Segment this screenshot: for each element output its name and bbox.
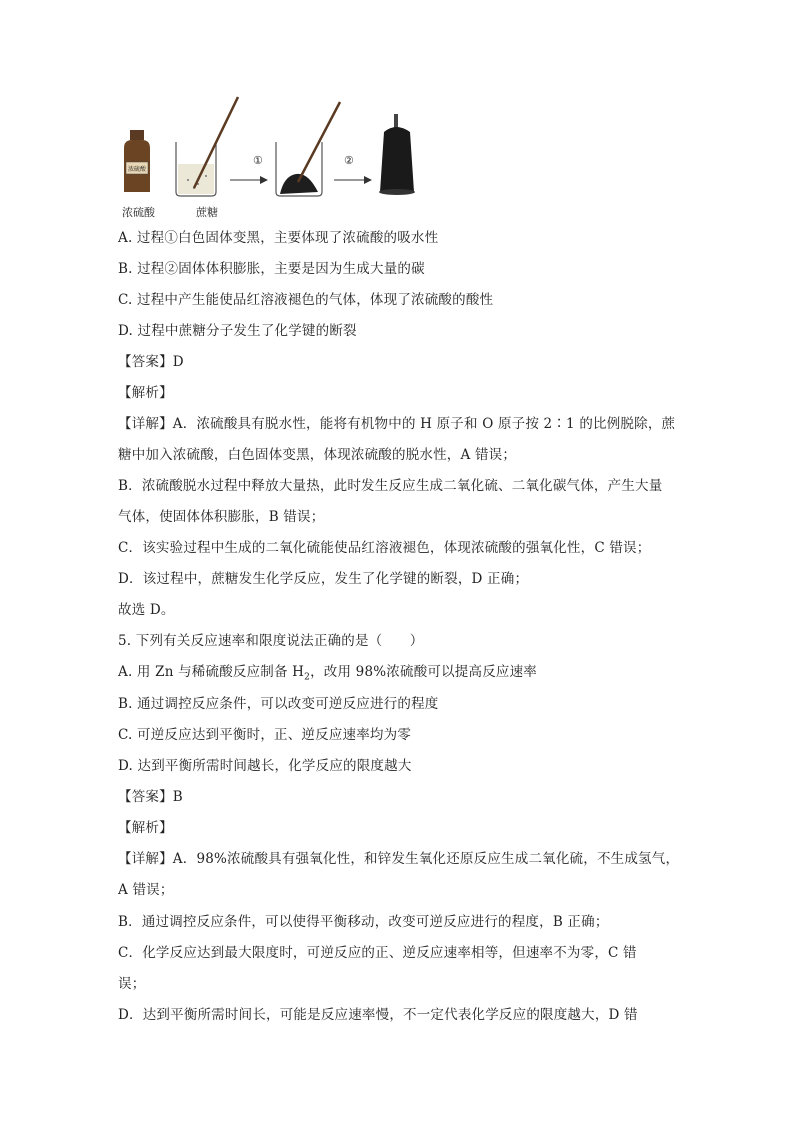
q5-option-a-suffix: ，改用 98%浓硫酸可以提高反应速率 bbox=[310, 664, 537, 680]
q5-option-a bbox=[118, 662, 537, 688]
experiment-illustration bbox=[118, 92, 438, 222]
q4-detail-line: 故选 D。 bbox=[118, 602, 175, 618]
expanded-carbon-icon bbox=[379, 114, 415, 195]
acid-bottle-icon bbox=[124, 130, 150, 192]
q4-answer: 【答案】D bbox=[118, 354, 184, 370]
q4-detail-line: 【详解】A．浓硫酸具有脱水性，能将有机物中的 H 原子和 O 原子按 2∶1 的比例脱除，蔗 bbox=[118, 416, 676, 432]
step1-label: ① bbox=[253, 154, 263, 167]
step2-arrow-icon bbox=[334, 176, 372, 184]
sugar-label: 蔗糖 bbox=[196, 206, 218, 219]
q4-detail-line: B．浓硫酸脱水过程中释放大量热，此时发生反应生成二氧化硫、二氧化碳气体，产生大量 bbox=[118, 478, 663, 494]
q5-analysis-head: 【解析】 bbox=[118, 820, 173, 836]
acid-label: 浓硫酸 bbox=[122, 206, 155, 219]
q5-detail-line: B．通过调控反应条件，可以使得平衡移动，改变可逆反应进行的程度，B 正确； bbox=[118, 914, 609, 930]
q4-detail-line: D．该过程中，蔗糖发生化学反应，发生了化学键的断裂，D 正确； bbox=[118, 571, 529, 587]
step2-label: ② bbox=[344, 154, 354, 167]
bottle-tag: 浓硫酸 bbox=[127, 166, 147, 173]
beaker-sugar-icon bbox=[176, 97, 238, 196]
experiment-figure bbox=[118, 92, 438, 222]
q5-option-a-subscript: 2 bbox=[304, 672, 311, 683]
q5-detail-line: 【详解】A．98%浓硫酸具有强氧化性，和锌发生氧化还原反应生成二氧化硫，不生成氢气， bbox=[118, 851, 680, 867]
beaker-black-icon bbox=[276, 102, 340, 196]
q5-option-a-prefix: A. 用 Zn 与稀硫酸反应制备 H bbox=[118, 664, 305, 680]
q4-option-c: C. 过程中产生能使品红溶液褪色的气体，体现了浓硫酸的酸性 bbox=[118, 292, 494, 308]
q5-detail-line: C．化学反应达到最大限度时，可逆反应的正、逆反应速率相等，但速率不为零，C 错 bbox=[118, 945, 637, 961]
q4-analysis-head: 【解析】 bbox=[118, 385, 173, 401]
q5-option-c: C. 可逆反应达到平衡时，正、逆反应速率均为零 bbox=[118, 727, 412, 743]
q4-option-b: B. 过程②固体体积膨胀，主要是因为生成大量的碳 bbox=[118, 261, 425, 277]
q5-option-b: B. 通过调控反应条件，可以改变可逆反应进行的程度 bbox=[118, 696, 439, 712]
q4-detail-line: 糖中加入浓硫酸，白色固体变黑，体现浓硫酸的脱水性，A 错误； bbox=[118, 447, 517, 463]
q5-detail-line: 误； bbox=[118, 976, 146, 992]
q5-answer: 【答案】B bbox=[118, 789, 183, 805]
q4-detail-line: 气体，使固体体积膨胀，B 错误； bbox=[118, 509, 325, 525]
q4-detail-line: C．该实验过程中生成的二氧化硫能使品红溶液褪色，体现浓硫酸的强氧化性，C 错误； bbox=[118, 540, 651, 556]
q5-detail-line: A 错误； bbox=[118, 882, 174, 898]
q5-option-d: D. 达到平衡所需时间越长，化学反应的限度越大 bbox=[118, 758, 412, 774]
q5-detail-line: D．达到平衡所需时间长，可能是反应速率慢，不一定代表化学反应的限度越大，D 错 bbox=[118, 1007, 638, 1023]
q5-stem: 5. 下列有关反应速率和限度说法正确的是（ ） bbox=[118, 633, 424, 649]
q4-option-a: A. 过程①白色固体变黑，主要体现了浓硫酸的吸水性 bbox=[118, 230, 439, 246]
step1-arrow-icon bbox=[230, 176, 268, 184]
q4-option-d: D. 过程中蔗糖分子发生了化学键的断裂 bbox=[118, 323, 357, 339]
